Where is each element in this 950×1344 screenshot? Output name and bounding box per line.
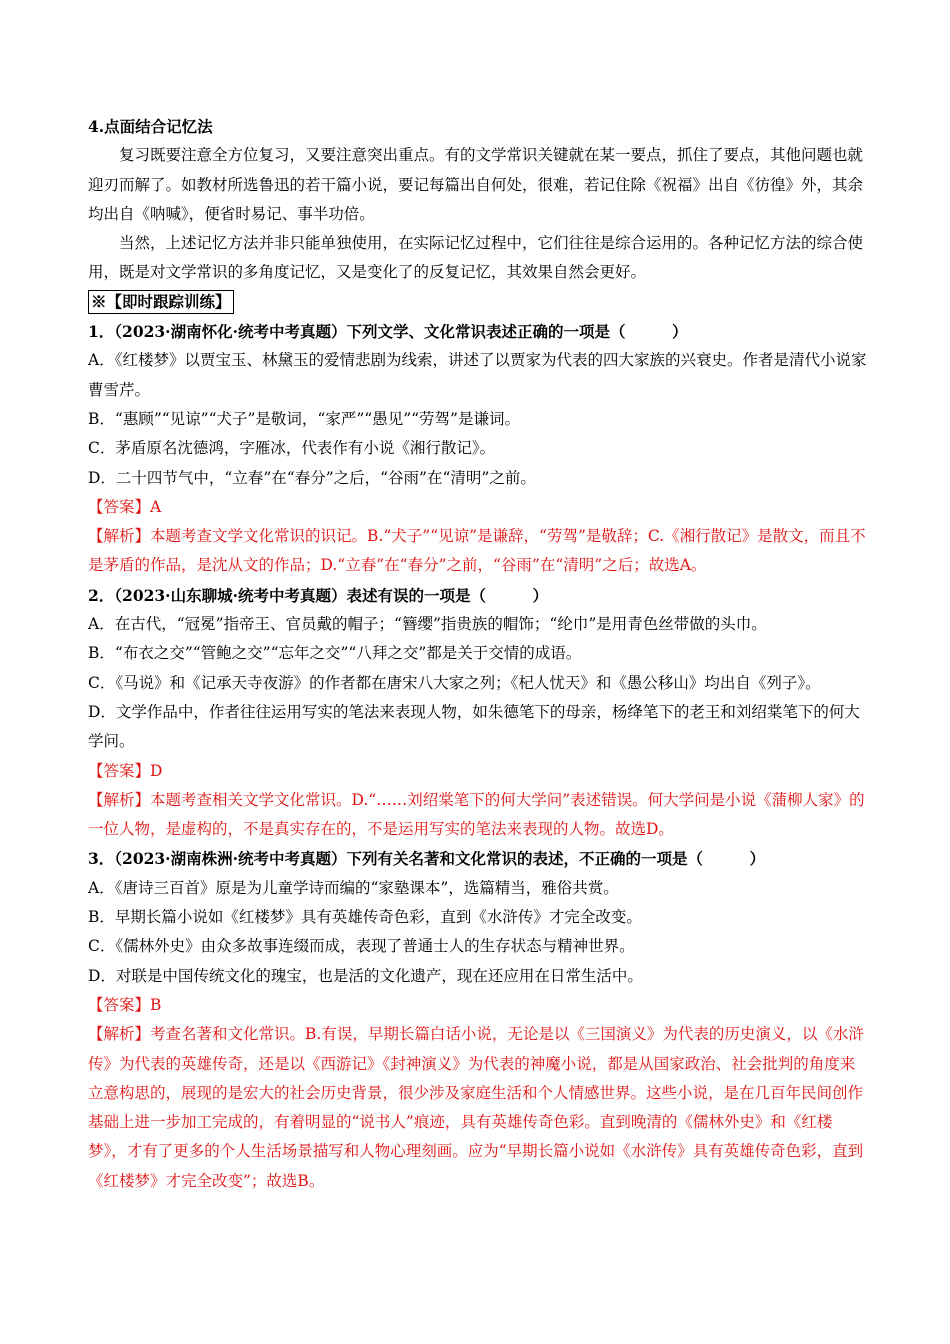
option-a: A．《唐诗三百首》原是为儿童学诗而编的“家塾课本”，选篇精当，雅俗共赏。 <box>88 878 619 897</box>
option-a: A．《红楼梦》以贾宝玉、林黛玉的爱情悲剧为线索，讲述了以贾家为代表的四大家族的兴衰史。作者是清代小说家曹雪芹。 <box>88 351 867 399</box>
question-3 <box>88 844 868 1196</box>
training-title: ※【即时跟踪训练】 <box>88 290 234 314</box>
analysis-text: 【解析】本题考查相关文学文化常识。D.“……刘绍棠笔下的何大学问”表述错误。何大学问是小说《蒲柳人家》的一位人物，是虚构的，不是真实存在的，不是运用写实的笔法来表现的人物。故选D。 <box>88 790 865 839</box>
answer-label: 【答案】B <box>88 995 162 1014</box>
option-b: B．早期长篇小说如《红楼梦》具有英雄传奇色彩，直到《水浒传》才完全改变。 <box>88 908 642 927</box>
section-paragraph-1: 复习既要注意全方位复习，又要注意突出重点。有的文学常识关键就在某一要点，抓住了要点，其他问题也就迎刃而解了。如教材所选鲁迅的若干篇小说，要记每篇出自何处，很难，若记住除《祝福》出自《彷徨》外，其余均出自《呐喊》，便省时易记、事半功倍。 <box>88 146 864 223</box>
analysis-text: 【解析】本题考查文学文化常识的识记。B.“犬子”“见谅”是谦辞，“劳驾”是敬辞；C.《湘行散记》是散文，而且不是茅盾的作品，是沈从文的作品；D.“立春”在“春分”之前，“谷雨”在“清明”之后；故选A。 <box>88 527 866 575</box>
question-stem: 3．（2023·湖南株洲·统考中考真题）下列有关名著和文化常识的表述，不正确的一项是（ ） <box>88 849 765 869</box>
answer-label: 【答案】D <box>88 761 163 780</box>
option-b: B．“布衣之交”“管鲍之交”“忘年之交”“八拜之交”都是关于交情的成语。 <box>88 644 582 663</box>
option-a: A．在古代，“冠冕”指帝王、官员戴的帽子；“簪缨”指贵族的帽饰；“纶巾”是用青色丝带做的头巾。 <box>88 615 767 634</box>
option-d: D．二十四节气中，“立春”在“春分”之后，“谷雨”在“清明”之前。 <box>88 468 536 487</box>
option-b: B．“惠顾”“见谅”“犬子”是敬词，“家严”“愚见”“劳驾”是谦词。 <box>88 409 520 428</box>
question-1 <box>88 317 868 581</box>
question-stem: 1．（2023·湖南怀化·统考中考真题）下列文学、文化常识表述正确的一项是（ ） <box>88 322 688 342</box>
option-d: D．对联是中国传统文化的瑰宝，也是活的文化遗产，现在还应用在日常生活中。 <box>88 966 643 985</box>
option-c: C．《儒林外史》由众多故事连缀而成，表现了普通士人的生存状态与精神世界。 <box>88 937 635 956</box>
question-2 <box>88 581 868 845</box>
answer-label: 【答案】A <box>88 497 162 516</box>
option-c: C．《马说》和《记承天寺夜游》的作者都在唐宋八大家之列；《杞人忧天》和《愚公移山》均出自《列子》。 <box>88 673 821 692</box>
section-heading: 4.点面结合记忆法 <box>88 117 213 136</box>
section-paragraph-2: 当然，上述记忆方法并非只能单独使用，在实际记忆过程中，它们往往是综合运用的。各种记忆方法的综合使用，既是对文学常识的多角度记忆，又是变化了的反复记忆，其效果自然会更好。 <box>88 234 864 282</box>
document-body <box>88 112 868 1196</box>
option-d: D．文学作品中，作者往往运用写实的笔法来表现人物，如朱德笔下的母亲，杨绛笔下的老王和刘绍棠笔下的何大学问。 <box>88 702 860 751</box>
question-stem: 2．（2023·山东聊城·统考中考真题）表述有误的一项是（ ） <box>88 585 548 605</box>
option-c: C．茅盾原名沈德鸿，字雁冰，代表作有小说《湘行散记》。 <box>88 439 496 458</box>
analysis-text: 【解析】考查名著和文化常识。B.有误，早期长篇白话小说，无论是以《三国演义》为代表的历史演义，以《水浒传》为代表的英雄传奇，还是以《西游记》《封神演义》为代表的神魔小说，都是从国家政治、社会批判的角度来立意构思的，展现的是宏大的社会历史背景，很少涉及家庭生活和个人情感世界。这些小说，是在几百年民间创作基础上进一步加工完成的，有着明显的“说书人”痕迹，具有英雄传奇色彩。直到晚清的《儒林外史》和《红楼梦》，才有了更多的个人生活场景描写和人物心理刻画。应为“早期长篇小说如《水浒传》具有英雄传奇色彩，直到《红楼梦》才完全改变”；故选B。 <box>88 1025 864 1190</box>
